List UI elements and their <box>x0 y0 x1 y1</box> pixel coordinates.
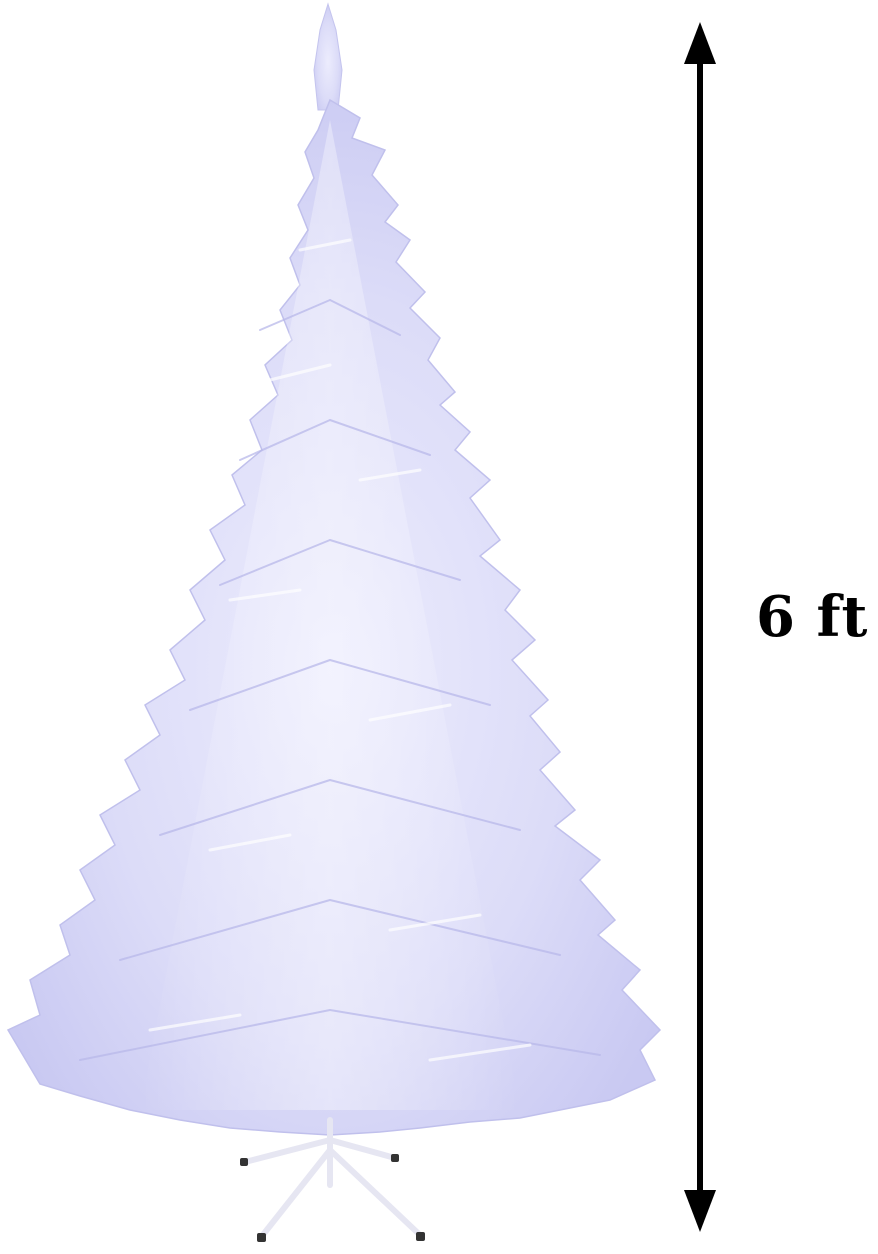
height-label: 6 ft <box>756 584 869 650</box>
arrow-down-icon <box>684 1190 716 1232</box>
christmas-tree <box>8 4 660 1135</box>
arrow-up-icon <box>684 22 716 64</box>
height-arrow <box>684 22 716 1232</box>
tree-stand <box>245 1120 420 1236</box>
